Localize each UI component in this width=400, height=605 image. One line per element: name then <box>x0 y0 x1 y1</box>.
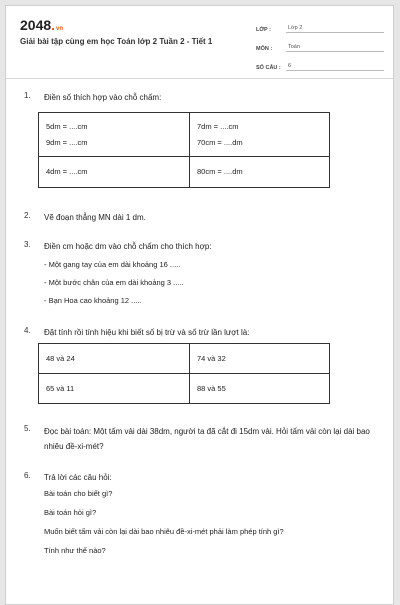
question-number: 2. <box>24 211 31 220</box>
site-logo[interactable] <box>20 17 63 33</box>
cell-text: 4dm = ....cm <box>46 167 88 176</box>
answer-line: - Một bước chân của em dài khoảng 3 ..... <box>44 278 184 287</box>
meta-value: Lớp 2 <box>286 25 384 33</box>
worksheet-header <box>6 6 393 79</box>
question-text: Đặt tính rồi tính hiệu khi biết số bị trừ và số trừ lần lượt là: <box>44 328 250 337</box>
table-row <box>39 374 330 404</box>
table-cell: 74 và 32 <box>190 344 330 374</box>
prompt-line: Bài toán cho biết gì? <box>44 489 113 498</box>
table-cell: 48 và 24 <box>39 344 190 374</box>
question-number: 3. <box>24 240 31 249</box>
question-text: Điền số thích hợp vào chỗ chấm: <box>44 93 162 102</box>
subtraction-table <box>38 343 330 404</box>
worksheet-meta <box>256 20 384 77</box>
meta-row-subject <box>256 39 384 52</box>
document-title: Giải bài tập cùng em học Toán lớp 2 Tuần 2 - Tiết 1 <box>20 37 213 46</box>
question-number: 1. <box>24 91 31 100</box>
table-cell <box>39 113 190 157</box>
table-cell: 65 và 11 <box>39 374 190 404</box>
prompt-line: Tính như thế nào? <box>44 546 106 555</box>
table-cell: 88 và 55 <box>190 374 330 404</box>
table-row <box>39 157 330 188</box>
question-text: Trả lời các câu hỏi: <box>44 473 112 482</box>
table-cell <box>190 113 330 157</box>
logo-dot: . <box>51 17 56 33</box>
meta-row-question-count <box>256 58 384 71</box>
meta-value: 6 <box>286 63 384 71</box>
question-number: 6. <box>24 471 31 480</box>
meta-label: SỐ CÂU : <box>256 65 281 71</box>
cell-text: 9dm = ....cm <box>46 137 88 147</box>
meta-row-class <box>256 20 384 33</box>
prompt-line: Bài toán hỏi gì? <box>44 508 97 517</box>
table-cell <box>190 157 330 188</box>
question-number: 4. <box>24 326 31 335</box>
question-text: Đọc bài toán: Một tấm vải dài 38dm, người ta đã cắt đi 15dm vải. Hỏi tấm vải còn lại dài bao nhiêu đề-xi-mét? <box>44 427 370 451</box>
table-cell <box>39 157 190 188</box>
answer-line: - Một gang tay của em dài khoảng 16 ..... <box>44 260 181 269</box>
table-row <box>39 113 330 157</box>
cell-text: 70cm = ....dm <box>197 137 243 147</box>
table-row <box>39 344 330 374</box>
logo-number: 2048 <box>20 17 52 33</box>
cell-text: 80cm = ....dm <box>197 167 243 176</box>
question-text: Điền cm hoặc dm vào chỗ chấm cho thích hợp: <box>44 242 212 251</box>
question-number: 5. <box>24 424 31 433</box>
worksheet-page <box>5 5 394 605</box>
cell-text: 7dm = ....cm <box>197 121 239 131</box>
meta-value: Toán <box>286 44 384 52</box>
meta-label: MÔN : <box>256 46 273 52</box>
prompt-line: Muốn biết tấm vải còn lại dài bao nhiêu đề-xi-mét phải làm phép tính gì? <box>44 527 284 536</box>
cell-text: 5dm = ....cm <box>46 121 88 131</box>
question-text: Vẽ đoạn thẳng MN dài 1 dm. <box>44 213 146 222</box>
meta-label: LỚP : <box>256 27 271 33</box>
logo-suffix: vn <box>56 26 64 32</box>
fill-table <box>38 112 330 188</box>
answer-line: - Bạn Hoa cao khoảng 12 ..... <box>44 296 142 305</box>
